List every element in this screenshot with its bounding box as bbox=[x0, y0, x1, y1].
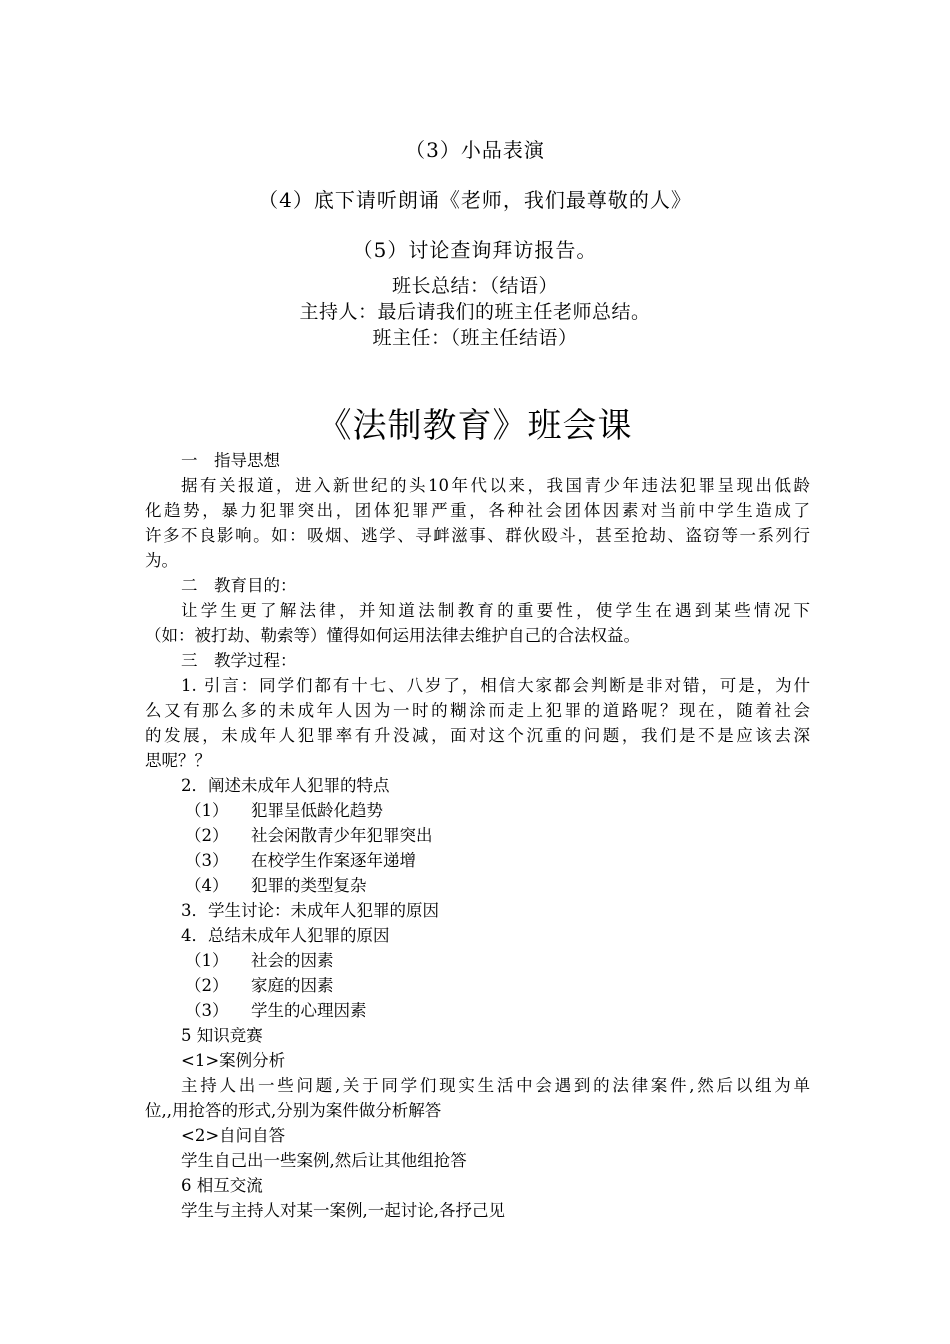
list-text: 家庭的因素 bbox=[251, 976, 334, 995]
paragraph-line: 么又有那么多的未成年人因为一时的糊涂而走上犯罪的道路呢？现在，随着社会 bbox=[145, 701, 810, 720]
list-number: （3） bbox=[185, 851, 229, 870]
step-heading: 2．阐述未成年人犯罪的特点 bbox=[181, 776, 390, 795]
paragraph-line: 的发展，未成年人犯罪率有升没减，面对这个沉重的问题，我们是不是应该去深 bbox=[145, 726, 810, 745]
list-item bbox=[145, 948, 810, 973]
page-title: 《法制教育》班会课 bbox=[317, 406, 633, 446]
section-heading: 二 教育目的： bbox=[181, 576, 297, 595]
closing-line: 班长总结：（结语） bbox=[391, 275, 558, 297]
list-number: （1） bbox=[185, 801, 229, 820]
paragraph-line: 学生与主持人对某一案例,一起讨论,各抒己见 bbox=[181, 1201, 505, 1220]
paragraph-line: 主持人出一些问题,关于同学们现实生活中会遇到的法律案件,然后以组为单 bbox=[181, 1076, 810, 1095]
paragraph-line: 思呢？？ bbox=[145, 751, 211, 770]
list-text: 犯罪的类型复杂 bbox=[251, 876, 367, 895]
sub-heading: <1>案例分析 bbox=[181, 1051, 286, 1070]
list-item bbox=[145, 998, 810, 1023]
paragraph-line: （如：被打劫、勒索等）懂得如何运用法律去维护自己的合法权益。 bbox=[145, 626, 640, 645]
paragraph-line: 为。 bbox=[145, 551, 178, 570]
top-item: （3）小品表演 bbox=[405, 138, 545, 162]
paragraph-line: 学生自己出一些案例,然后让其他组抢答 bbox=[181, 1151, 467, 1170]
paragraph-line: 化趋势，暴力犯罪突出，团体犯罪严重，各种社会团体因素对当前中学生造成了 bbox=[145, 501, 810, 520]
list-number: （2） bbox=[185, 826, 229, 845]
list-item bbox=[145, 848, 810, 873]
section-heading: 一 指导思想 bbox=[181, 451, 280, 470]
section-heading: 三 教学过程： bbox=[181, 651, 297, 670]
list-text: 社会的因素 bbox=[251, 951, 334, 970]
list-item bbox=[145, 823, 810, 848]
document-body bbox=[145, 448, 810, 1223]
list-item bbox=[145, 798, 810, 823]
closing-line: 主持人：最后请我们的班主任老师总结。 bbox=[299, 301, 651, 323]
list-text: 在校学生作案逐年递增 bbox=[251, 851, 416, 870]
list-number: （4） bbox=[185, 876, 229, 895]
step-heading: 6 相互交流 bbox=[181, 1176, 263, 1195]
step-heading: 4．总结未成年人犯罪的原因 bbox=[181, 926, 390, 945]
list-number: （1） bbox=[185, 951, 229, 970]
list-item bbox=[145, 873, 810, 898]
paragraph-line: 位,,用抢答的形式,分别为案件做分析解答 bbox=[145, 1101, 442, 1120]
list-text: 社会闲散青少年犯罪突出 bbox=[251, 826, 433, 845]
list-number: （2） bbox=[185, 976, 229, 995]
top-item: （4）底下请听朗诵《老师，我们最尊敬的人》 bbox=[258, 188, 692, 212]
paragraph-line: 据有关报道，进入新世纪的头10年代以来，我国青少年违法犯罪呈现出低龄 bbox=[181, 476, 810, 495]
paragraph-line: 让学生更了解法律，并知道法制教育的重要性，使学生在遇到某些情况下 bbox=[181, 601, 810, 620]
step-heading: 5 知识竞赛 bbox=[181, 1026, 263, 1045]
top-item: （5）讨论查询拜访报告。 bbox=[352, 238, 598, 262]
paragraph-line: 许多不良影响。如：吸烟、逃学、寻衅滋事、群伙殴斗，甚至抢劫、盗窃等一系列行 bbox=[145, 526, 810, 545]
sub-heading: <2>自问自答 bbox=[181, 1126, 286, 1145]
list-text: 犯罪呈低龄化趋势 bbox=[251, 801, 383, 820]
step-heading: 3．学生讨论：未成年人犯罪的原因 bbox=[181, 901, 439, 920]
list-number: （3） bbox=[185, 1001, 229, 1020]
closing-line: 班主任：（班主任结语） bbox=[372, 327, 578, 349]
paragraph-line: 1. 引言：同学们都有十七、八岁了，相信大家都会判断是非对错，可是，为什 bbox=[181, 676, 810, 695]
list-text: 学生的心理因素 bbox=[251, 1001, 367, 1020]
list-item bbox=[145, 973, 810, 998]
